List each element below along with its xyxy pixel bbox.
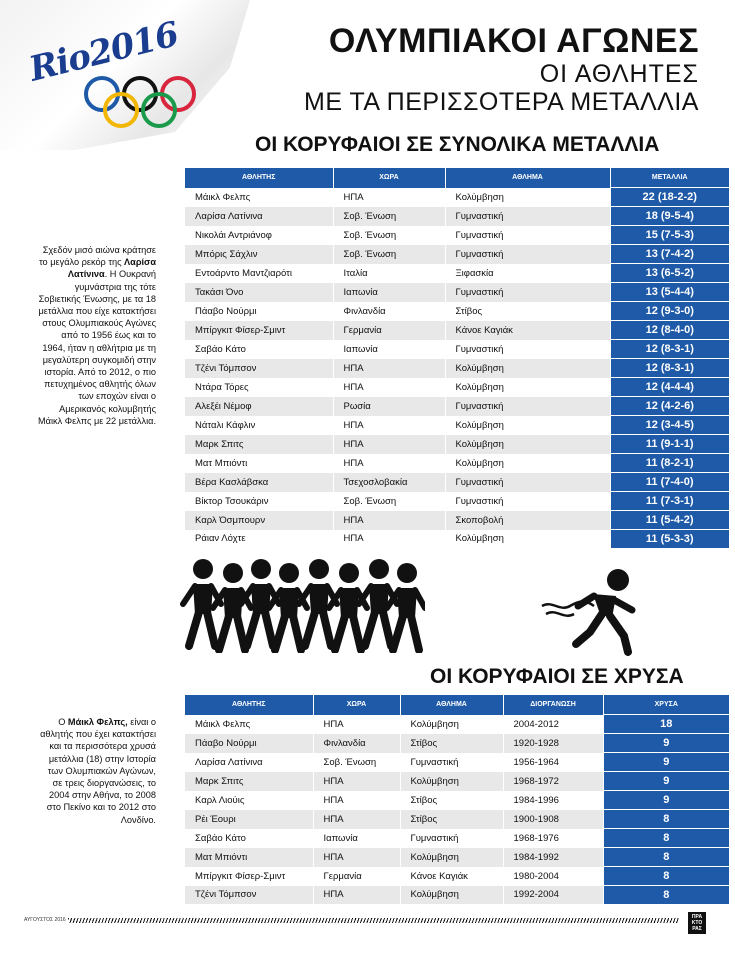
note-text: . Η Ουκρανή γυμνάστρια της τότε Σοβιετικής Ένωσης, με τα 18 μετάλλια που είχε κατακτήσει στους Ολυμπιακούς Αγώνες από το 1956 έως και το 1964, ήταν η αθλήτρια με τη μεγαλύτερη συγκομιδή στην ιστορία. Από το 2012, ο πιο πετυχημένος αθλητής όλων των εποχών είναι ο Αμερικανός κολυμβητής Μάικλ Φελπς με 22 μετάλλια. — [38, 269, 156, 426]
table-cell: 12 (9-3-0) — [610, 302, 729, 321]
table-cell: Πάαβο Νούρμι — [185, 302, 333, 321]
table-cell: ΗΠΑ — [333, 416, 445, 435]
table-cell: 8 — [603, 810, 729, 829]
column-header: ΧΩΡΑ — [333, 168, 445, 188]
table-cell: Σοβ. Ένωση — [333, 226, 445, 245]
table-cell: Ξιφασκία — [445, 264, 610, 283]
table-cell: Πάαβο Νούρμι — [185, 734, 313, 753]
table-cell: 11 (9-1-1) — [610, 435, 729, 454]
note-text: Μάικλ Φελπς, — [67, 717, 128, 727]
note-text: Σχεδόν μισό αιώνα κράτησε το μεγάλο ρεκόρ της — [39, 245, 156, 268]
note-text: Ο — [58, 717, 68, 727]
table-row — [185, 492, 729, 511]
table-cell: Λαρίσα Λατίνινα — [185, 753, 313, 772]
table-row — [185, 886, 729, 905]
table-cell: Γυμναστική — [445, 245, 610, 264]
table-cell: Κολύμβηση — [445, 188, 610, 207]
table-cell: Σαβάο Κάτο — [185, 829, 313, 848]
table-cell: Κολύμβηση — [445, 530, 610, 549]
table-cell: Σοβ. Ένωση — [313, 753, 400, 772]
table-cell: Κολύμβηση — [445, 416, 610, 435]
table-cell: Σοβ. Ένωση — [333, 207, 445, 226]
table-cell: Μάικλ Φελπς — [185, 715, 313, 734]
table-cell: Ράιαν Λόχτε — [185, 530, 333, 549]
column-header: ΧΡΥΣΑ — [603, 695, 729, 715]
table-cell: Λαρίσα Λατίνινα — [185, 207, 333, 226]
table-cell: Τζένι Τόμπσον — [185, 359, 333, 378]
table-cell: 1956-1964 — [503, 753, 603, 772]
table-cell: ΗΠΑ — [313, 715, 400, 734]
table-cell: Ματ Μπιόντι — [185, 848, 313, 867]
table-row — [185, 340, 729, 359]
table-cell: ΗΠΑ — [313, 772, 400, 791]
table-cell: 18 — [603, 715, 729, 734]
section-title-gold-medals: ΟΙ ΚΟΡΥΦΑΙΟΙ ΣΕ ΧΡΥΣΑ — [430, 665, 684, 688]
table-row — [185, 473, 729, 492]
table-cell: Γυμναστική — [445, 340, 610, 359]
table-cell: 12 (3-4-5) — [610, 416, 729, 435]
table-cell: ΗΠΑ — [333, 359, 445, 378]
footer-divider — [68, 918, 679, 923]
table-row — [185, 454, 729, 473]
table-cell: Στίβος — [445, 302, 610, 321]
table-cell: ΗΠΑ — [333, 378, 445, 397]
table-cell: Γυμναστική — [445, 226, 610, 245]
table-row — [185, 397, 729, 416]
table-cell: 1984-1996 — [503, 791, 603, 810]
table-cell: 8 — [603, 848, 729, 867]
table-row — [185, 734, 729, 753]
table-cell: Γυμναστική — [445, 397, 610, 416]
table-cell: Κολύμβηση — [445, 359, 610, 378]
table-cell: 11 (8-2-1) — [610, 454, 729, 473]
table-cell: 8 — [603, 867, 729, 886]
table-cell: Αλεξέι Νέμοφ — [185, 397, 333, 416]
table-cell: Εντοάρντο Μαντζιαρότι — [185, 264, 333, 283]
table-cell: Κολύμβηση — [445, 378, 610, 397]
table-row — [185, 530, 729, 549]
table-cell: 8 — [603, 886, 729, 905]
table-row — [185, 302, 729, 321]
table-row — [185, 321, 729, 340]
table-cell: Βίκτορ Τσουκάριν — [185, 492, 333, 511]
olympic-rings-icon — [80, 72, 210, 132]
table-cell: 11 (7-3-1) — [610, 492, 729, 511]
publisher-logo: ΠΡΑ ΚΤΟ ΡΑΣ — [688, 912, 706, 934]
side-note-latynina — [38, 244, 156, 427]
table-row — [185, 207, 729, 226]
table-cell: Νικολάι Αντριάνοφ — [185, 226, 333, 245]
table-cell: 1968-1972 — [503, 772, 603, 791]
table-cell: Ιαπωνία — [333, 340, 445, 359]
table-cell: Γυμναστική — [445, 283, 610, 302]
table-cell: 12 (4-4-4) — [610, 378, 729, 397]
table-cell: Μπίργκιτ Φίσερ-Σμιντ — [185, 321, 333, 340]
page-title: ΟΛΥΜΠΙΑΚΟΙ ΑΓΩΝΕΣ — [328, 22, 699, 60]
table-cell: 22 (18-2-2) — [610, 188, 729, 207]
note-text: Λαρίσα Λατίνινα — [67, 257, 156, 280]
table-cell: 12 (8-4-0) — [610, 321, 729, 340]
table-cell: Μάικλ Φελπς — [185, 188, 333, 207]
table-cell: Καρλ Όσμπουρν — [185, 511, 333, 530]
table-cell: 11 (5-4-2) — [610, 511, 729, 530]
table-cell: Γυμναστική — [400, 753, 503, 772]
table-row — [185, 848, 729, 867]
table-row — [185, 435, 729, 454]
page-subtitle-line1: ΟΙ ΑΘΛΗΤΕΣ — [539, 60, 699, 88]
table-cell: Μαρκ Σπιτς — [185, 435, 333, 454]
column-header: ΧΩΡΑ — [313, 695, 400, 715]
table-row — [185, 829, 729, 848]
table-cell: 1992-2004 — [503, 886, 603, 905]
table-cell: Ιταλία — [333, 264, 445, 283]
section-title-total-medals: ΟΙ ΚΟΡΥΦΑΙΟΙ ΣΕ ΣΥΝΟΛΙΚΑ ΜΕΤΑΛΛΙΑ — [255, 133, 660, 156]
column-header: ΜΕΤΑΛΛΙΑ — [610, 168, 729, 188]
table-row — [185, 867, 729, 886]
table-cell: ΗΠΑ — [333, 511, 445, 530]
table-cell: 12 (4-2-6) — [610, 397, 729, 416]
walking-figure-icon — [387, 563, 425, 650]
table-cell: 12 (8-3-1) — [610, 359, 729, 378]
table-cell: 13 (5-4-4) — [610, 283, 729, 302]
table-cell: Στίβος — [400, 734, 503, 753]
table-cell: ΗΠΑ — [313, 848, 400, 867]
table-cell: Τζένι Τόμπσον — [185, 886, 313, 905]
gold-medals-table — [185, 695, 729, 904]
table-cell: 9 — [603, 734, 729, 753]
walking-figure-icon — [213, 563, 251, 650]
table-cell: Ιαπωνία — [333, 283, 445, 302]
table-cell: Σοβ. Ένωση — [333, 492, 445, 511]
table-cell: Μπόρις Σάχλιν — [185, 245, 333, 264]
table-cell: Σοβ. Ένωση — [333, 245, 445, 264]
table-cell: Γυμναστική — [445, 492, 610, 511]
table-row — [185, 511, 729, 530]
table-cell: 11 (7-4-0) — [610, 473, 729, 492]
table-cell: 1984-1992 — [503, 848, 603, 867]
table-cell: Ιαπωνία — [313, 829, 400, 848]
total-medals-table — [185, 168, 729, 548]
table-cell: 2004-2012 — [503, 715, 603, 734]
table-cell: Κολύμβηση — [400, 715, 503, 734]
table-cell: Στίβος — [400, 810, 503, 829]
table-row — [185, 188, 729, 207]
table-cell: 9 — [603, 753, 729, 772]
table-cell: ΗΠΑ — [313, 886, 400, 905]
table-cell: Σκοποβολή — [445, 511, 610, 530]
page-subtitle-line2: ΜΕ ΤΑ ΠΕΡΙΣΣΟΤΕΡΑ ΜΕΤΑΛΛΙΑ — [304, 88, 699, 116]
table-cell: Κολύμβηση — [445, 454, 610, 473]
column-header: ΑΘΛΗΜΑ — [445, 168, 610, 188]
table-cell: 9 — [603, 791, 729, 810]
note-text: είναι ο αθλητής που έχει κατακτήσει και τα περισσότερα χρυσά μετάλλια (18) στην Ιστορία των Ολυμπιακών Αγώνων, σε τρεις διοργανώσεις, το 2004 στην Αθήνα, το 2008 στο Πεκίνο και το 2012 στο Λονδίνο. — [40, 717, 156, 825]
table-row — [185, 359, 729, 378]
table-header-row — [185, 168, 729, 188]
table-cell: Νάταλι Κάφλιν — [185, 416, 333, 435]
column-header: ΑΘΛΗΜΑ — [400, 695, 503, 715]
table-row — [185, 715, 729, 734]
table-cell: 1920-1928 — [503, 734, 603, 753]
table-cell: Καρλ Λιούις — [185, 791, 313, 810]
table-row — [185, 226, 729, 245]
table-cell: Κάνοε Καγιάκ — [400, 867, 503, 886]
table-cell: Φινλανδία — [313, 734, 400, 753]
rio2016-logo: Rio2016 — [25, 14, 183, 90]
table-cell: Ντάρα Τόρες — [185, 378, 333, 397]
table-cell: ΗΠΑ — [313, 810, 400, 829]
side-note-phelps — [38, 716, 156, 826]
table-row — [185, 753, 729, 772]
table-cell: Κολύμβηση — [400, 772, 503, 791]
table-cell: Γυμναστική — [400, 829, 503, 848]
table-cell: ΗΠΑ — [313, 791, 400, 810]
walking-figure-icon — [329, 563, 367, 650]
table-cell: Κολύμβηση — [445, 435, 610, 454]
table-row — [185, 810, 729, 829]
table-cell: Κάνοε Καγιάκ — [445, 321, 610, 340]
table-cell: ΗΠΑ — [333, 454, 445, 473]
table-row — [185, 264, 729, 283]
finish-line-runner-icon — [538, 566, 638, 656]
table-cell: 1980-2004 — [503, 867, 603, 886]
column-header: ΑΘΛΗΤΗΣ — [185, 695, 313, 715]
table-cell: 11 (5-3-3) — [610, 530, 729, 549]
table-cell: ΗΠΑ — [333, 188, 445, 207]
table-cell: 12 (8-3-1) — [610, 340, 729, 359]
table-cell: Στίβος — [400, 791, 503, 810]
table-cell: 13 (7-4-2) — [610, 245, 729, 264]
table-row — [185, 378, 729, 397]
table-row — [185, 416, 729, 435]
table-cell: Γυμναστική — [445, 207, 610, 226]
table-cell: ΗΠΑ — [333, 530, 445, 549]
table-cell: Σαβάο Κάτο — [185, 340, 333, 359]
table-cell: Φινλανδία — [333, 302, 445, 321]
table-row — [185, 772, 729, 791]
table-cell: Γερμανία — [333, 321, 445, 340]
table-cell: Μαρκ Σπιτς — [185, 772, 313, 791]
table-cell: Βέρα Κασλάβσκα — [185, 473, 333, 492]
table-row — [185, 283, 729, 302]
table-cell: 9 — [603, 772, 729, 791]
table-cell: 1968-1976 — [503, 829, 603, 848]
table-cell: Κολύμβηση — [400, 886, 503, 905]
table-cell: Μπίργκιτ Φίσερ-Σμιντ — [185, 867, 313, 886]
table-cell: 13 (6-5-2) — [610, 264, 729, 283]
runners-group-icon — [175, 558, 425, 653]
table-cell: Κολύμβηση — [400, 848, 503, 867]
column-header: ΔΙΟΡΓΑΝΩΣΗ — [503, 695, 603, 715]
table-cell: Ρέι Έουρι — [185, 810, 313, 829]
table-header-row — [185, 695, 729, 715]
table-cell: ΗΠΑ — [333, 435, 445, 454]
table-row — [185, 791, 729, 810]
table-cell: Γυμναστική — [445, 473, 610, 492]
table-cell: Ματ Μπιόντι — [185, 454, 333, 473]
table-cell: 8 — [603, 829, 729, 848]
walking-figure-icon — [269, 563, 307, 650]
table-row — [185, 245, 729, 264]
footer-issue-label: ΑΥΓΟΥΣΤΟΣ 2016 — [24, 917, 66, 923]
column-header: ΑΘΛΗΤΗΣ — [185, 168, 333, 188]
table-cell: Γερμανία — [313, 867, 400, 886]
table-cell: 18 (9-5-4) — [610, 207, 729, 226]
table-cell: Ρωσία — [333, 397, 445, 416]
table-cell: Τσεχοσλοβακία — [333, 473, 445, 492]
table-cell: Τακάσι Όνο — [185, 283, 333, 302]
table-cell: 15 (7-5-3) — [610, 226, 729, 245]
table-cell: 1900-1908 — [503, 810, 603, 829]
